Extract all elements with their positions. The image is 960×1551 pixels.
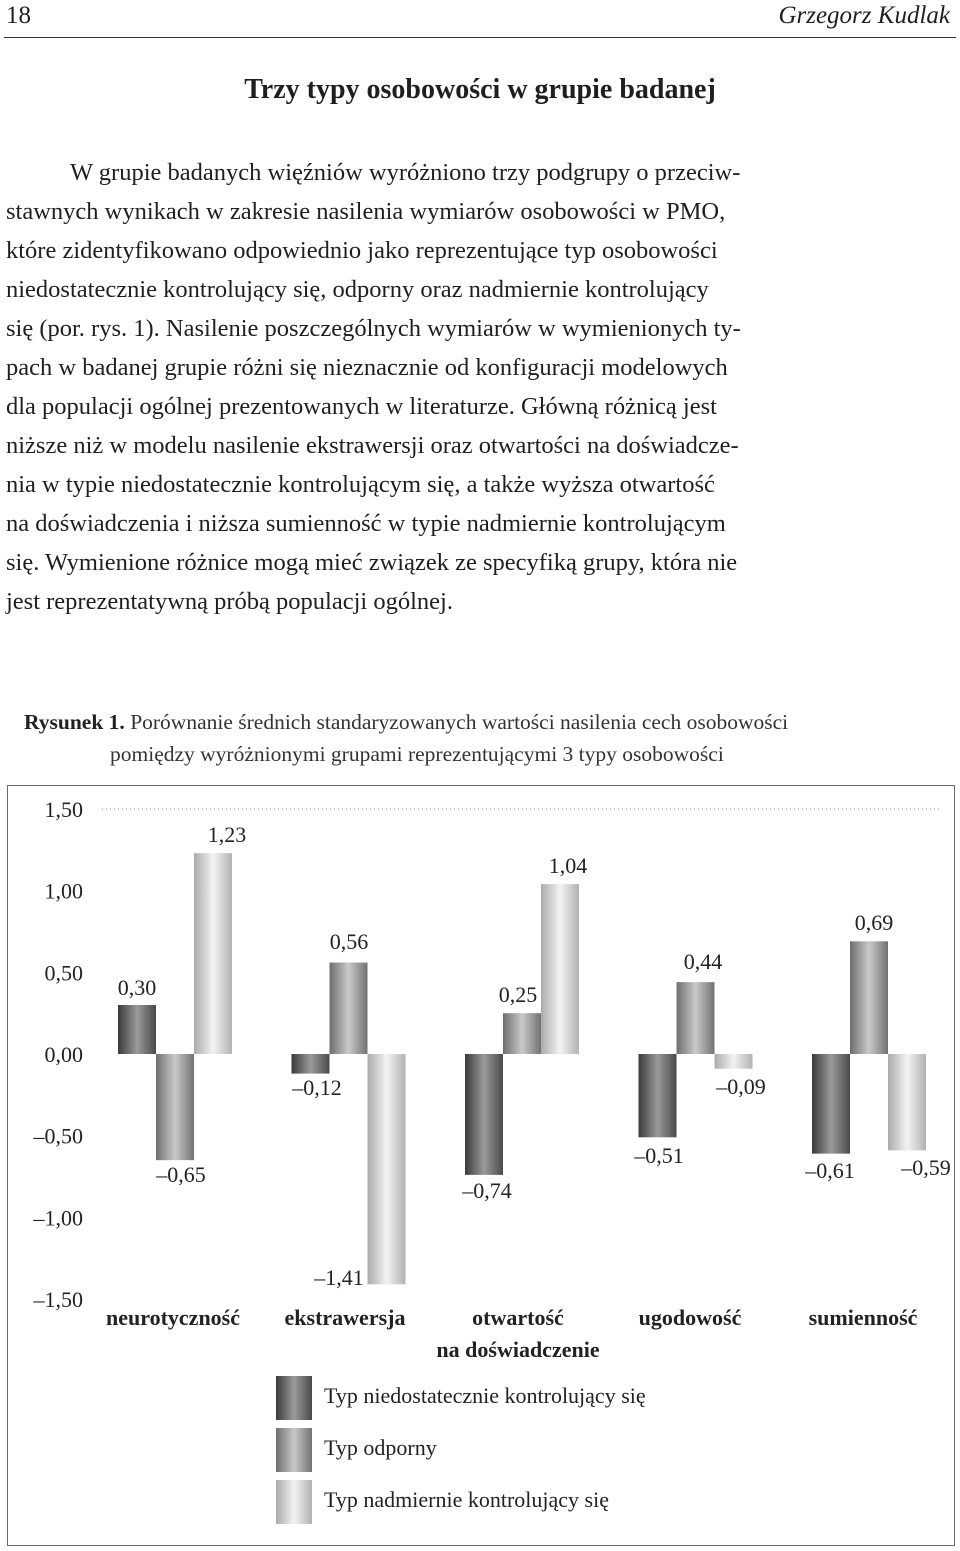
y-tick-label: 1,00 [44, 878, 83, 904]
bar [639, 1054, 677, 1137]
x-category-label: sumienność [808, 1305, 918, 1330]
bar [368, 1054, 406, 1284]
paragraph-line: jest reprezentatywną próbą populacji ogólnej. [6, 588, 453, 615]
paragraph-line: W grupie badanych więźniów wyróżniono trzy podgrupy o przeciw- [70, 159, 741, 186]
paragraph-line: stawnych wynikach w zakresie nasilenia wymiarów osobowości w PMO, [6, 198, 726, 225]
bar-value-label: –0,09 [716, 1074, 766, 1099]
bar-value-label: 0,44 [683, 949, 723, 974]
paragraph-line: się. Wymienione różnice mogą mieć związek ze specyfiką grupy, która nie [6, 549, 738, 576]
bar [888, 1054, 926, 1150]
bar [541, 884, 579, 1054]
page-header [0, 0, 960, 40]
bar [465, 1054, 503, 1175]
bar-value-label: 0,25 [498, 982, 538, 1007]
bar-value-label: –0,65 [156, 1162, 206, 1187]
bar [330, 963, 368, 1054]
y-tick-label: –1,50 [33, 1287, 83, 1312]
bar [677, 982, 715, 1054]
bar [503, 1013, 541, 1054]
y-tick-label: –1,00 [33, 1205, 83, 1231]
y-tick-label: 0,50 [44, 960, 83, 986]
figure-caption-line1: Porównanie średnich standaryzowanych wartości nasilenia cech osobowości [130, 710, 789, 734]
legend-label-resilient: Typ odporny [324, 1435, 437, 1460]
bar-chart [8, 786, 954, 1545]
x-category-label: ugodowość [638, 1305, 742, 1330]
x-category-label: neurotyczność [105, 1305, 241, 1330]
legend-label-undercontrolled: Typ niedostatecznie kontrolujący się [324, 1383, 646, 1408]
bar-value-label: –0,59 [901, 1155, 951, 1180]
bar-value-label: 0,56 [329, 929, 369, 954]
bar-value-label: –0,61 [805, 1158, 855, 1183]
x-category-label: otwartość [472, 1305, 564, 1330]
figure-label: Rysunek 1. [24, 710, 125, 734]
y-tick-label: –0,50 [33, 1123, 83, 1149]
bar-value-label: 1,04 [548, 853, 588, 878]
figure-caption-line2: pomiędzy wyróżnionymi grupami reprezentującymi 3 typy osobowości [110, 742, 724, 766]
bar [156, 1054, 194, 1160]
bar-value-label: –0,12 [292, 1075, 342, 1100]
bar-value-label: –1,41 [314, 1265, 364, 1290]
x-category-label: na doświadczenie [436, 1337, 600, 1362]
paragraph-line: niższe niż w modelu nasilenie ekstrawersji oraz otwartości na doświadcze- [6, 432, 739, 459]
paragraph-line: które zidentyfikowano odpowiednio jako reprezentujące typ osobowości [6, 237, 718, 264]
bar-value-label: 0,69 [854, 910, 894, 935]
bar [194, 853, 232, 1054]
bar [812, 1054, 850, 1154]
bar [292, 1054, 330, 1074]
paragraph-line: się (por. rys. 1). Nasilenie poszczególnych wymiarów w wymienionych ty- [6, 315, 741, 342]
paragraph-line: pach w badanej grupie różni się nieznacznie od konfiguracji modelowych [6, 354, 728, 381]
page-number: 18 [6, 2, 31, 29]
paragraph-line: niedostatecznie kontrolujący się, odporny oraz nadmiernie kontrolujący [6, 276, 709, 303]
paragraph-line: nia w typie niedostatecznie kontrolującym się, a także wyższa otwartość [6, 471, 715, 498]
bar [118, 1005, 156, 1054]
figure-caption [24, 706, 944, 770]
bar-value-label: 0,30 [117, 975, 157, 1000]
bar [850, 941, 888, 1054]
y-tick-label: 0,00 [44, 1042, 83, 1067]
legend-swatch-overcontrolled [276, 1480, 312, 1524]
bar-value-label: 1,23 [207, 822, 247, 847]
chart-frame [7, 785, 955, 1546]
header-rule [4, 37, 956, 38]
section-title: Trzy typy osobowości w grupie badanej [244, 74, 716, 105]
paragraph-line: dla populacji ogólnej prezentowanych w literaturze. Główną różnicą jest [6, 393, 717, 420]
bar-value-label: –0,74 [462, 1178, 512, 1203]
legend-swatch-resilient [276, 1428, 312, 1472]
paragraph-line: na doświadczenia i niższa sumienność w typie nadmiernie kontrolującym [6, 510, 726, 537]
bar-value-label: –0,51 [634, 1143, 684, 1168]
legend-swatch-undercontrolled [276, 1376, 312, 1420]
legend-label-overcontrolled: Typ nadmiernie kontrolujący się [324, 1487, 609, 1512]
y-tick-label: 1,50 [44, 797, 83, 822]
x-category-label: ekstrawersja [284, 1305, 406, 1330]
running-head-author: Grzegorz Kudlak [778, 2, 950, 29]
bar [715, 1054, 753, 1069]
body-paragraph [6, 153, 956, 621]
